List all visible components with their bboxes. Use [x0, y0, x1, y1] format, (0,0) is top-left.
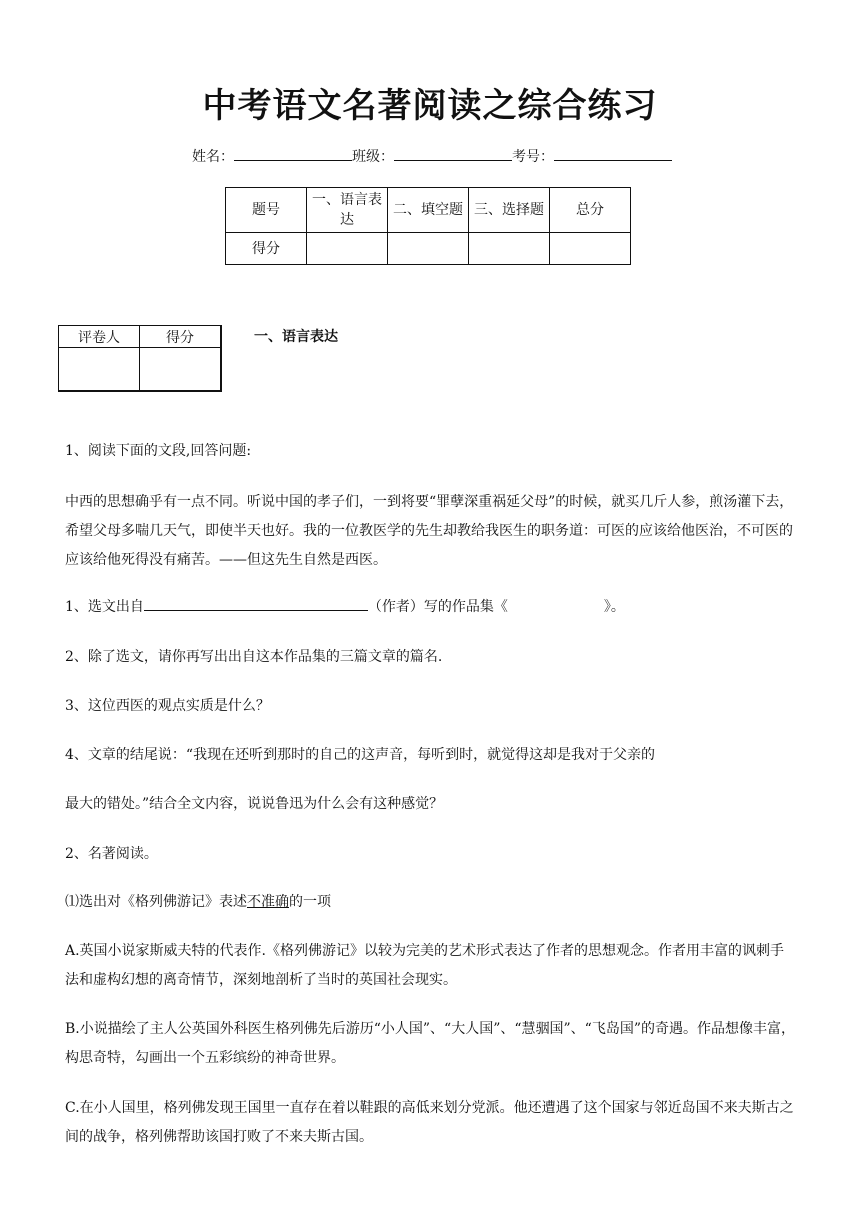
question-1-sub1 [65, 593, 797, 622]
grader-cell-reviewer[interactable] [59, 348, 140, 392]
sub1-text-b: （作者）写的作品集《 [367, 599, 508, 615]
section-heading: 一、语言表达 [254, 329, 338, 345]
question-1-passage: 中西的思想确乎有一点不同。听说中国的孝子们，一到将要“罪孽深重祸延父母”的时候，就买几斤人参，煎汤灌下去，希望父母多喘几天气，即使半天也好。我的一位教医学的先生却教给我医生的职务道：可医的应该给他医治，不可医的应该给他死得没有痛苦。——但这先生自然是西医。 [65, 494, 794, 568]
grader-table [58, 325, 222, 392]
sub1-text-c: 》。 [603, 599, 625, 615]
sub1-text-a: 1、选文出自 [65, 599, 144, 615]
class-label: 班级： [352, 149, 394, 165]
score-header-total: 总分 [550, 188, 631, 233]
option-c: C.在小人国里，格列佛发现王国里一直存在着以鞋跟的高低来划分党派。他还遭遇了这个国家与邻近岛国不来夫斯古之间的战争，格列佛帮助该国打败了不来夫斯古国。 [65, 1100, 794, 1145]
grader-header-reviewer: 评卷人 [59, 326, 140, 348]
grader-header-score: 得分 [140, 326, 222, 348]
question-1-intro: 1、阅读下面的文段,回答问题: [65, 443, 252, 459]
question-2-intro: 2、名著阅读。 [65, 846, 158, 862]
score-cell-section3[interactable] [469, 233, 550, 265]
stem-text-a: ⑴选出对《格列佛游记》表述 [65, 894, 247, 910]
option-b: B.小说描绘了主人公英国外科医生格列佛先后游历“小人国”、“大人国”、“慧骃国”、“飞岛国”的奇遇。作品想像丰富，构思奇特，勾画出一个五彩缤纷的神奇世界。 [65, 1021, 795, 1066]
score-header-section1: 一、语言表达 [307, 188, 388, 233]
grader-cell-score[interactable] [140, 348, 222, 392]
exam-no-label: 考号： [512, 149, 554, 165]
name-field[interactable] [234, 148, 352, 161]
question-1-sub3: 3、这位西医的观点实质是什么？ [65, 698, 270, 714]
student-info-line [192, 146, 672, 166]
question-1-sub4-line2: 最大的错处。”结合全文内容，说说鲁迅为什么会有这种感觉？ [65, 796, 444, 812]
stem-underlined: 不准确 [247, 894, 289, 910]
author-blank[interactable] [144, 598, 368, 611]
score-cell-section2[interactable] [388, 233, 469, 265]
page-title: 中考语文名著阅读之综合练习 [202, 86, 658, 126]
question-1-sub4-line1: 4、文章的结尾说：“我现在还听到那时的自己的这声音，每听到时，就觉得这却是我对于父亲的 [65, 747, 656, 763]
name-label: 姓名： [192, 149, 234, 165]
score-header-section3: 三、选择题 [469, 188, 550, 233]
stem-text-b: 的一项 [289, 894, 331, 910]
option-a: A.英国小说家斯威夫特的代表作.《格列佛游记》以较为完美的艺术形式表达了作者的思想观念。作者用丰富的讽刺手法和虚构幻想的离奇情节，深刻地剖析了当时的英国社会现实。 [65, 943, 785, 988]
question-1-sub2: 2、除了选文，请你再写出出自这本作品集的三篇文章的篇名. [65, 649, 443, 665]
score-header-section2: 二、填空题 [388, 188, 469, 233]
question-2-stem [65, 888, 797, 917]
score-cell-section1[interactable] [307, 233, 388, 265]
score-cell-total[interactable] [550, 233, 631, 265]
class-field[interactable] [394, 148, 512, 161]
score-table [225, 187, 631, 265]
score-header-number: 题号 [226, 188, 307, 233]
exam-no-field[interactable] [554, 148, 672, 161]
score-row-label: 得分 [226, 233, 307, 265]
